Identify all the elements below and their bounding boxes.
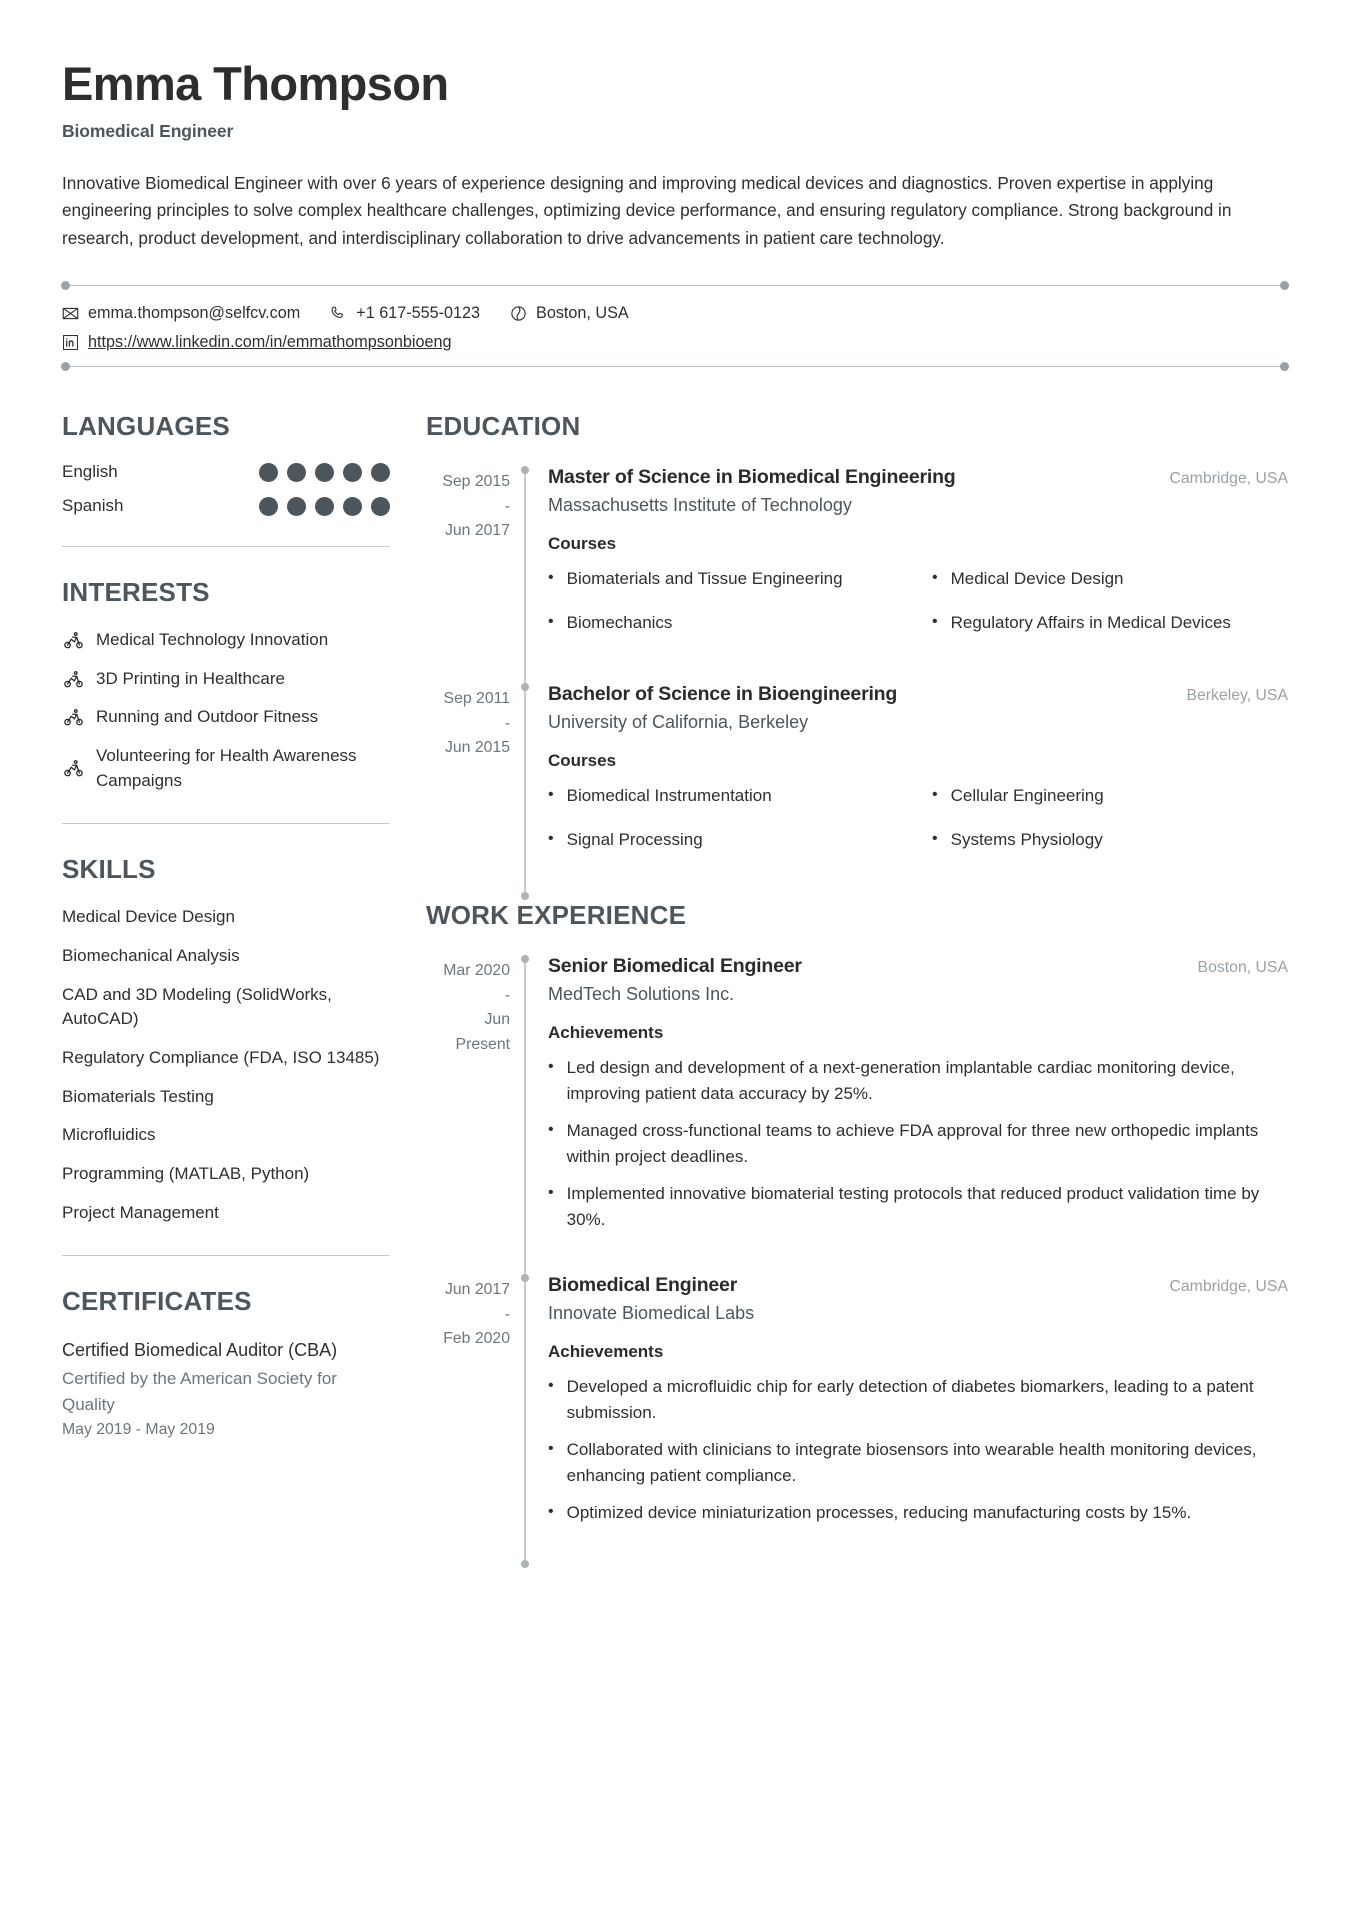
course-item [548,566,904,592]
interest-item [62,744,390,793]
course-item [932,610,1288,636]
education-heading: EDUCATION [426,411,581,442]
contact-row-primary [62,304,1288,323]
education-institution: Massachusetts Institute of Technology [548,495,852,516]
contact-email-text: emma.thompson@selfcv.com [88,304,301,323]
certificate-item [62,1337,390,1439]
course-item [932,827,1288,853]
course-label: Signal Processing [566,829,703,849]
skill-item: Programming (MATLAB, Python) [62,1163,310,1183]
bicycle-icon [62,758,84,780]
contact-row-secondary [62,333,1288,352]
linkedin-icon [62,334,79,351]
work-location: Boston, USA [1197,959,1288,977]
language-item [62,496,390,516]
section-languages [62,411,390,516]
skills-heading: SKILLS [62,854,156,885]
bullet-icon: • [548,1503,554,1521]
work-position: Biomedical Engineer [548,1274,738,1297]
education-body [548,466,1288,683]
courses-grid [548,566,1288,653]
contact-email[interactable] [62,304,300,323]
work-headline [548,955,1288,978]
achievement-item [548,1181,1288,1232]
achievement-item [548,1437,1288,1488]
education-dates [426,466,524,683]
achievement-text: Optimized device miniaturization processes, reducing manufacturing costs by 15%. [566,1503,1192,1523]
skill-item: Regulatory Compliance (FDA, ISO 13485) [62,1047,380,1067]
bullet-icon: • [548,569,554,587]
achievement-text: Developed a microfluidic chip for early detection of diabetes biomarkers, leading to a patent submission. [566,1377,1254,1422]
skill-item: Microfluidics [62,1125,156,1145]
date-dash: - [504,497,510,515]
skill-item: CAD and 3D Modeling (SolidWorks, AutoCAD) [62,984,332,1029]
achievement-item [548,1055,1288,1106]
timeline-line [524,683,526,900]
certificate-title: Certified Biomedical Auditor (CBA) [62,1340,338,1361]
languages-heading: LANGUAGES [62,411,230,442]
date-dash: - [504,1305,510,1323]
header-divider-top [62,285,1288,286]
course-item [548,610,904,636]
work-company: Innovate Biomedical Labs [548,1303,755,1324]
interest-item [62,667,390,692]
education-headline [548,683,1288,706]
contact-location-text: Boston, USA [536,304,629,323]
course-label: Biomaterials and Tissue Engineering [566,569,843,589]
bullet-icon: • [548,1058,554,1076]
achievement-item [548,1118,1288,1169]
contact-block [62,286,1288,352]
level-dot [259,497,278,516]
education-degree: Master of Science in Biomedical Engineering [548,466,956,489]
bullet-icon: • [548,1184,554,1202]
language-level-dots [259,497,390,516]
certificate-date: May 2019 - May 2019 [62,1421,215,1439]
bicycle-icon [62,630,84,652]
bullet-icon: • [932,569,938,587]
level-dot [371,497,390,516]
date-start: Jun 2017 [444,1281,510,1299]
date-dash: - [504,714,510,732]
achievements-list [548,1055,1288,1232]
course-label: Medical Device Design [950,569,1124,589]
work-entry [426,1274,1288,1568]
education-location: Berkeley, USA [1186,687,1288,705]
level-dot [343,497,362,516]
date-end: Jun 2015 [444,739,510,757]
achievements-list [548,1374,1288,1526]
bicycle-icon [62,707,84,729]
contact-location [510,304,629,323]
course-label: Regulatory Affairs in Medical Devices [950,612,1231,632]
work-company: MedTech Solutions Inc. [548,984,735,1005]
interest-label: Medical Technology Innovation [96,630,329,650]
level-dot [315,497,334,516]
course-label: Systems Physiology [950,829,1103,849]
section-education [426,411,1288,900]
interest-item [62,705,390,730]
work-location: Cambridge, USA [1169,1278,1288,1296]
interests-list [62,628,390,793]
sidebar-divider-2 [62,823,390,824]
level-dot [315,463,334,482]
contact-phone[interactable] [330,304,480,323]
date-start: Mar 2020 [443,962,510,980]
bullet-icon: • [548,612,554,630]
education-body [548,683,1288,900]
resume-body [62,367,1288,1568]
achievement-item [548,1374,1288,1425]
achievement-text: Implemented innovative biomaterial testing protocols that reduced product validation time by 30%. [566,1184,1260,1229]
bicycle-icon [62,668,84,690]
skill-item: Biomaterials Testing [62,1086,214,1106]
education-dates [426,683,524,900]
candidate-summary: Innovative Biomedical Engineer with over 6 years of experience designing and improving medical devices and diagnostics. Proven expertise in applying engineering principles to solve complex healthcare challenges, optimizing device performance, and ensuring regulatory compliance. Strong background in research, product development, and interdisciplinary collaboration to drive advancements in patient care technology. [62,172,1232,249]
courses-label: Courses [548,534,617,554]
envelope-icon [62,305,79,322]
work-body [548,955,1288,1274]
bullet-icon: • [548,1377,554,1395]
achievement-text: Led design and development of a next-generation implantable cardiac monitoring device, improving patient data accuracy by 25%. [566,1058,1235,1103]
achievement-item [548,1500,1288,1526]
interest-label: 3D Printing in Healthcare [96,668,285,688]
phone-icon [330,305,347,322]
bullet-icon: • [548,829,554,847]
timeline-line [524,1274,526,1568]
work-position: Senior Biomedical Engineer [548,955,802,978]
work-heading: WORK EXPERIENCE [426,900,687,931]
level-dot [287,463,306,482]
achievement-text: Managed cross-functional teams to achieve FDA approval for three new orthopedic implants within project deadlines. [566,1121,1259,1166]
bullet-icon: • [932,829,938,847]
languages-list [62,462,390,516]
skill-item: Medical Device Design [62,907,235,927]
education-institution: University of California, Berkeley [548,712,809,733]
course-item [932,566,1288,592]
education-headline [548,466,1288,489]
course-label: Biomedical Instrumentation [566,786,772,806]
date-end: Jun 2017 [444,522,510,540]
contact-phone-text: +1 617-555-0123 [356,304,481,323]
interest-label: Running and Outdoor Fitness [96,707,319,727]
bullet-icon: • [548,1440,554,1458]
main-column [412,411,1288,1568]
course-item [548,827,904,853]
date-end: Feb 2020 [443,1330,510,1348]
bullet-icon: • [932,786,938,804]
resume-header [62,58,1288,253]
skill-item: Project Management [62,1202,219,1222]
section-work-experience [426,900,1288,1568]
achievements-label: Achievements [548,1023,664,1043]
globe-icon [510,305,527,322]
date-end: Jun Present [455,1011,510,1053]
education-location: Cambridge, USA [1169,470,1288,488]
education-entry [426,466,1288,683]
bullet-icon: • [548,1121,554,1139]
date-dash: - [504,986,510,1004]
level-dot [287,497,306,516]
achievement-text: Collaborated with clinicians to integrate biosensors into wearable health monitoring devices, enhancing patient compliance. [566,1440,1257,1485]
level-dot [259,463,278,482]
timeline-line [524,466,526,683]
education-entry [426,683,1288,900]
interest-item [62,628,390,653]
level-dot [343,463,362,482]
language-name: English [62,462,118,482]
course-label: Biomechanics [566,612,673,632]
language-item [62,462,390,482]
certificate-issuer: Certified by the American Society for Quality [62,1369,337,1414]
skill-item: Biomechanical Analysis [62,946,240,966]
sidebar-column [62,411,412,1568]
contact-linkedin[interactable] [62,333,452,352]
courses-label: Courses [548,751,617,771]
work-dates [426,955,524,1274]
bullet-icon: • [932,612,938,630]
interest-label: Volunteering for Health Awareness Campaigns [96,746,357,790]
section-interests [62,577,390,793]
candidate-role: Biomedical Engineer [62,120,234,141]
sidebar-divider-1 [62,546,390,547]
section-skills [62,854,390,1225]
sidebar-divider-3 [62,1255,390,1256]
header-divider-bottom [62,366,1288,367]
timeline-line [524,955,526,1274]
candidate-name: Emma Thompson [62,57,449,110]
date-start: Sep 2011 [443,690,510,708]
education-degree: Bachelor of Science in Bioengineering [548,683,898,706]
course-label: Cellular Engineering [950,786,1104,806]
date-start: Sep 2015 [442,473,510,491]
course-item [932,783,1288,809]
achievements-label: Achievements [548,1342,664,1362]
interests-heading: INTERESTS [62,577,210,608]
level-dot [371,463,390,482]
certificates-heading: CERTIFICATES [62,1286,252,1317]
bullet-icon: • [548,786,554,804]
skills-list [62,905,390,1225]
courses-grid [548,783,1288,870]
work-body [548,1274,1288,1568]
work-headline [548,1274,1288,1297]
section-certificates [62,1286,390,1439]
contact-linkedin-text: https://www.linkedin.com/in/emmathompsonbioeng [88,333,452,352]
language-level-dots [259,463,390,482]
course-item [548,783,904,809]
work-entry [426,955,1288,1274]
language-name: Spanish [62,496,124,516]
work-dates [426,1274,524,1568]
